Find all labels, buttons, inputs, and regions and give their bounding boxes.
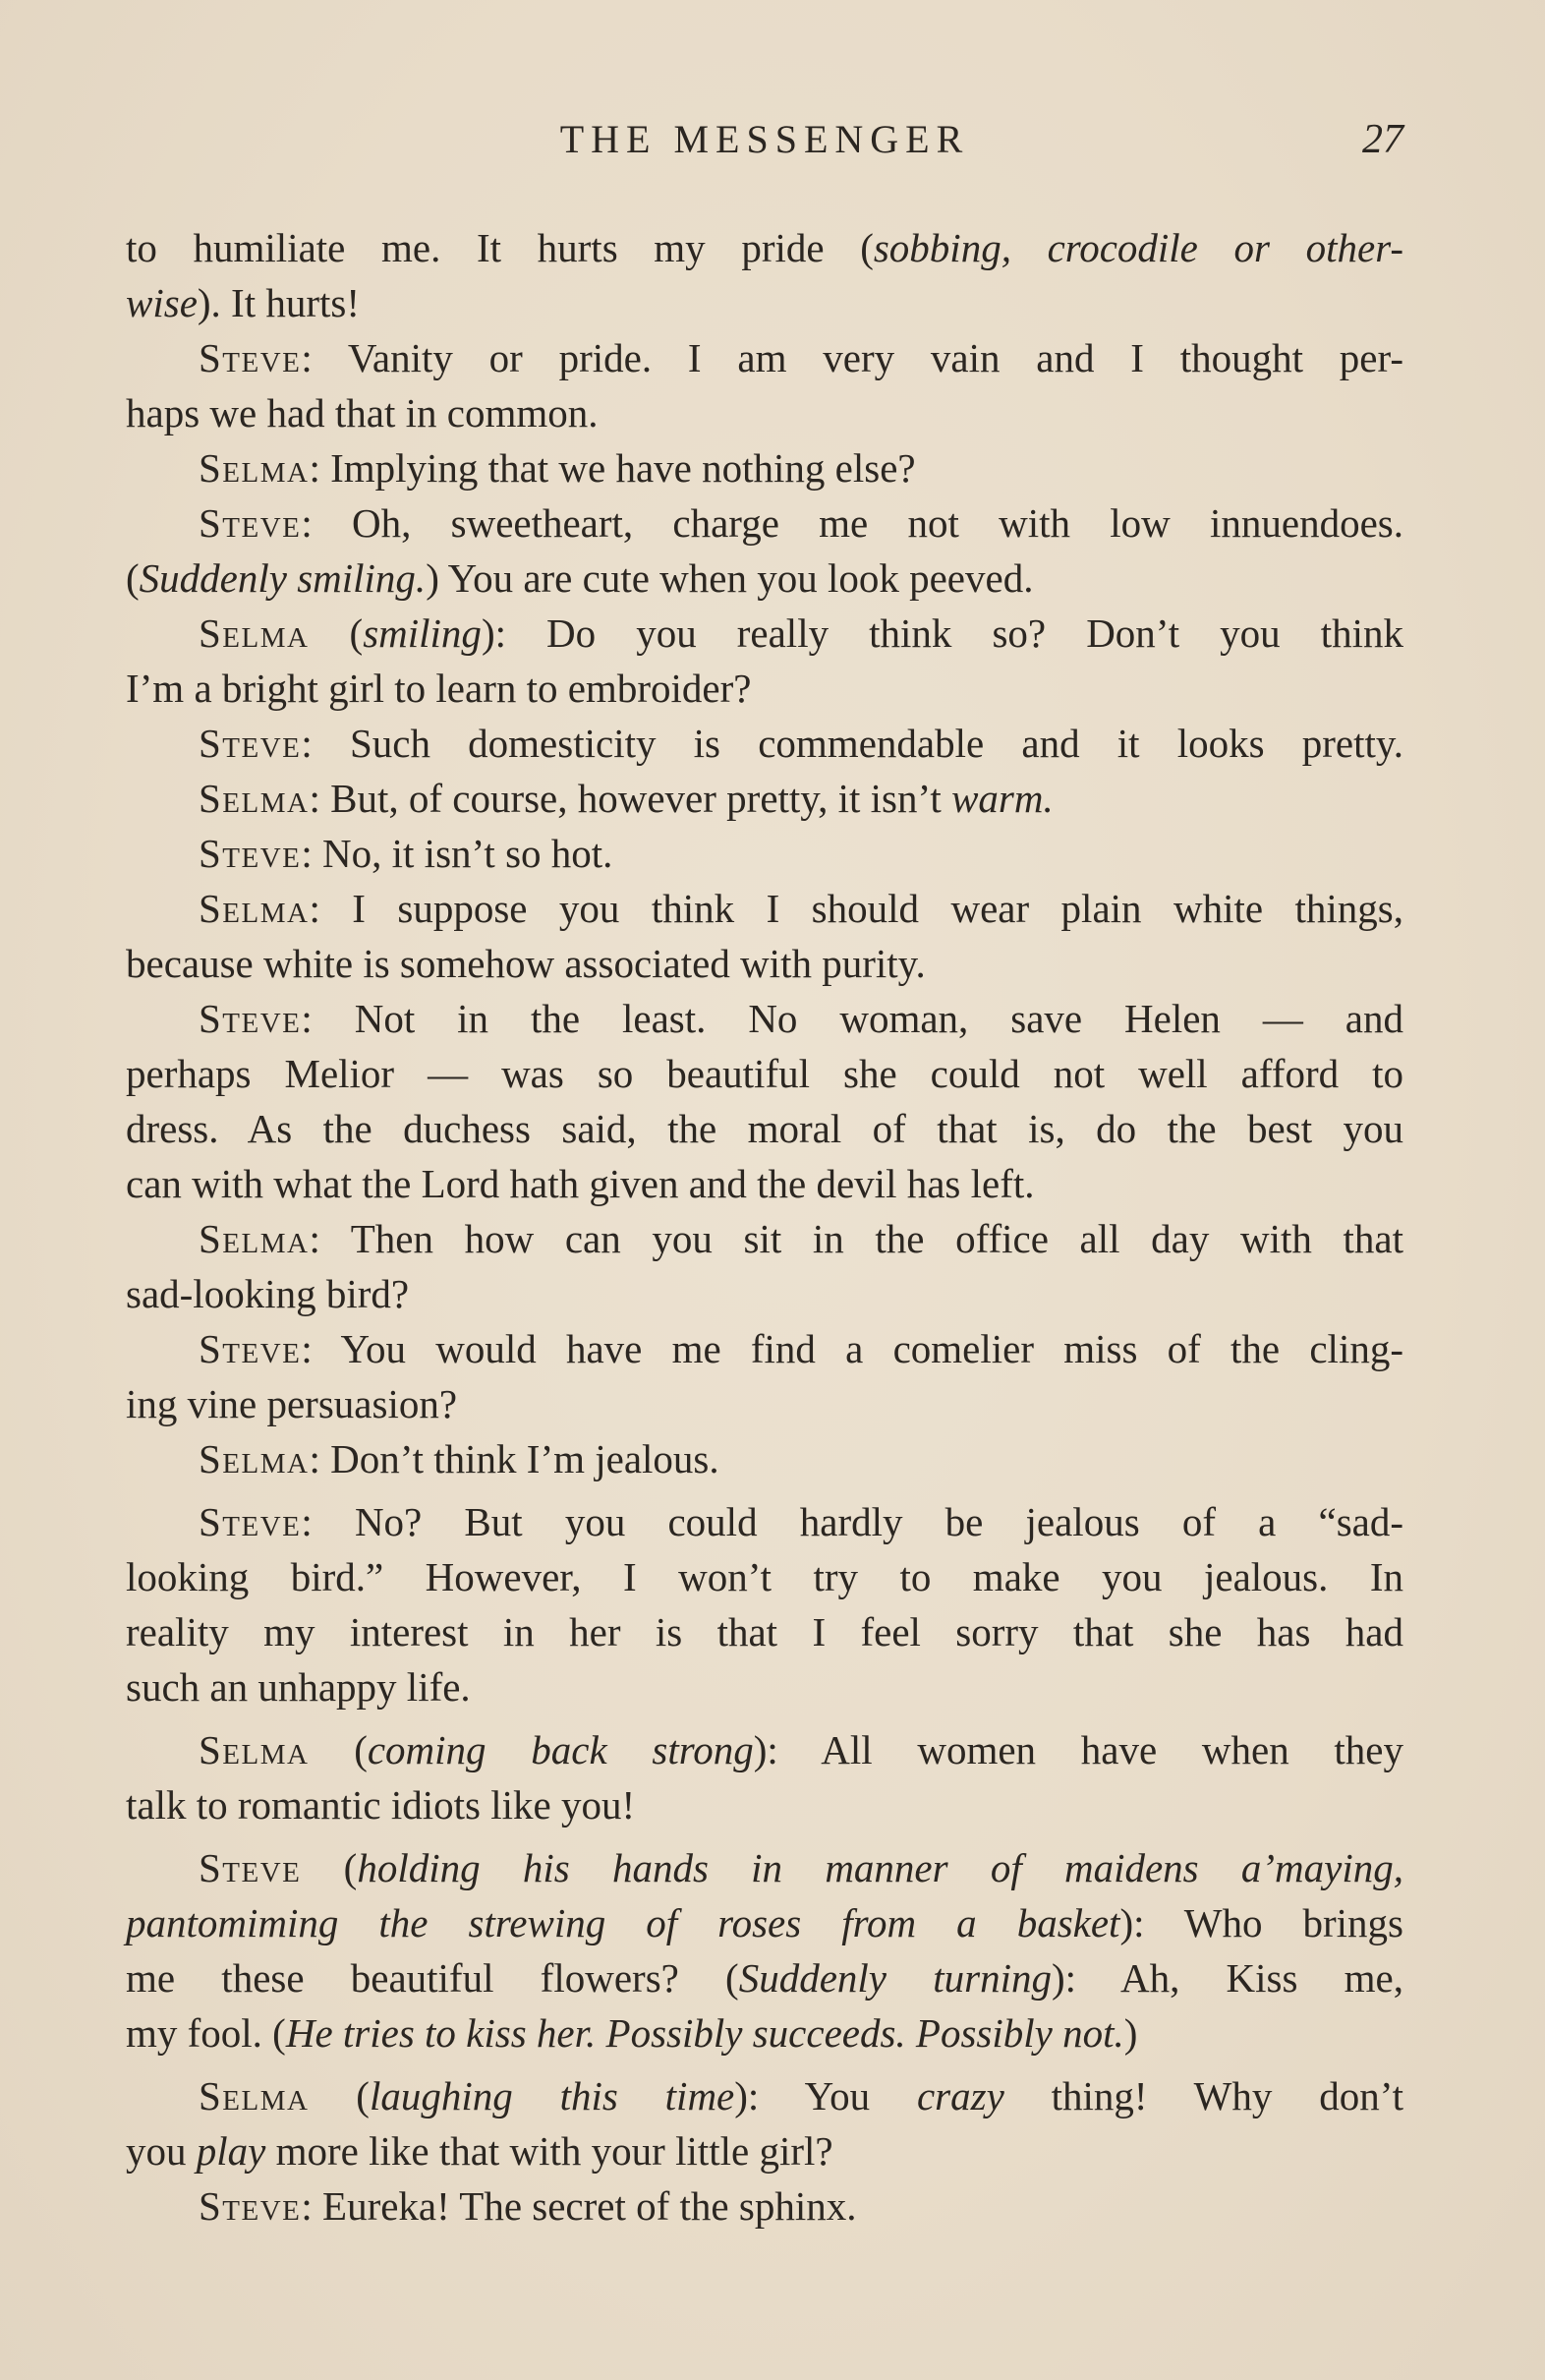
text-line [126,220,1403,275]
stage-direction: Suddenly smiling. [139,555,427,601]
speaker-name: Selma [199,610,310,656]
stage-direction: wise [126,280,198,325]
text-line [126,1840,1403,1895]
text-line [126,936,1403,991]
text-segment: I’m a bright girl to learn to embroider? [126,666,752,711]
stage-direction: holding his hands in manner of maidens a’maying, [357,1845,1404,1890]
text-segment: haps we had that in common. [126,390,599,435]
stage-direction: pantomiming the strewing of roses from a basket [126,1900,1120,1945]
text-segment: : But, of course, however pretty, it isn’t [309,776,952,821]
page-header [126,110,1403,169]
text-line [126,1549,1403,1604]
text-line [126,716,1403,771]
speaker-name: Steve [199,500,302,546]
text-line [126,495,1403,551]
text-segment: ( [309,1727,368,1772]
text-line [126,1046,1403,1101]
speaker-name: Selma [199,1216,310,1261]
text-segment: : Vanity or pride. I am very vain and I thought per- [301,335,1403,380]
text-line [126,2068,1403,2123]
text-line [126,881,1403,936]
text-line [126,1431,1403,1486]
text-line [126,2178,1403,2234]
speaker-name: Steve [199,1326,302,1371]
text-segment: ( [309,610,364,656]
text-segment: looking bird.” However, I won’t try to make you jealous. In [126,1554,1403,1599]
speaker-name: Selma [199,1436,310,1481]
text-segment: my fool. ( [126,2010,286,2056]
stage-direction: coming back strong [367,1727,754,1772]
stage-direction: play [196,2128,266,2174]
text-segment: : Eureka! The secret of the sphinx. [301,2183,857,2229]
text-segment: : Oh, sweetheart, charge me not with low innuendoes. [301,500,1403,546]
text-line [126,1777,1403,1832]
text-segment: ): You [734,2073,917,2119]
text-line [126,826,1403,881]
stage-direction: laughing this time [369,2073,735,2119]
text-line [126,385,1403,440]
text-segment: such an unhappy life. [126,1664,471,1710]
page-body-text [126,220,1403,2234]
text-line [126,1950,1403,2005]
speaker-name: Steve [199,335,302,380]
text-segment: can with what the Lord hath given and the devil has left. [126,1161,1035,1206]
speaker-name: Selma [199,886,310,931]
text-segment: : No? But you could hardly be jealous of a “sad- [301,1499,1403,1544]
text-line [126,1156,1403,1211]
running-head: THE MESSENGER [559,117,970,161]
text-segment: ( [309,2073,370,2119]
text-segment: because white is somehow associated with purity. [126,941,926,986]
text-line [126,1266,1403,1321]
text-line [126,1376,1403,1431]
speaker-name: Selma [199,776,310,821]
text-line [126,551,1403,606]
text-segment: ( [301,1845,358,1890]
text-segment: ): All women have when they [753,1727,1404,1772]
text-segment: ) You are cute when you look peeved. [426,555,1034,601]
speaker-name: Selma [199,445,310,491]
text-line [126,2123,1403,2178]
stage-direction: Suddenly turning [738,1955,1052,2001]
text-line [126,275,1403,330]
stage-direction: sobbing, crocodile or other- [873,225,1403,270]
stage-direction: He tries to kiss her. Possibly succeeds. Possibly not. [285,2010,1124,2056]
speech-gap [126,1832,1403,1840]
text-segment: perhaps Melior — was so beautiful she could not well afford to [126,1051,1403,1096]
text-line [126,606,1403,661]
text-segment: talk to romantic idiots like you! [126,1782,636,1828]
speech-gap [126,2061,1403,2068]
speaker-name: Steve [199,2183,302,2229]
text-segment: : You would have me find a comelier miss of the cling- [301,1326,1403,1371]
speaker-name: Selma [199,2073,310,2119]
speech-gap [126,1486,1403,1494]
text-line [126,771,1403,826]
text-segment: : Don’t think I’m jealous. [309,1436,719,1481]
text-line [126,1211,1403,1266]
text-segment: : Not in the least. No woman, save Helen — and [301,996,1403,1041]
speaker-name: Selma [199,1727,310,1772]
text-segment: thing! Why don’t [1003,2073,1404,2119]
text-segment: : Implying that we have nothing else? [309,445,916,491]
text-segment: : Such domesticity is commendable and it looks pretty. [301,721,1403,766]
text-line [126,330,1403,385]
text-line [126,1722,1403,1777]
speech-gap [126,1714,1403,1722]
text-segment: : Then how can you sit in the office all day with that [309,1216,1403,1261]
text-segment: ): Ah, Kiss me, [1051,1955,1403,2001]
text-segment: ( [126,555,140,601]
text-line [126,1494,1403,1549]
stage-direction: warm. [951,776,1054,821]
text-segment: you [126,2128,197,2174]
text-line [126,2005,1403,2061]
text-segment: ): Do you really think so? Don’t you think [481,610,1403,656]
text-segment: to humiliate me. It hurts my pride ( [126,225,874,270]
text-segment: ). It hurts! [197,280,361,325]
text-segment: ) [1123,2010,1138,2056]
stage-direction: crazy [916,2073,1004,2119]
text-line [126,1659,1403,1714]
speaker-name: Steve [199,1845,302,1890]
text-segment: sad-looking bird? [126,1271,410,1316]
text-segment: reality my interest in her is that I feel sorry that she has had [126,1609,1403,1654]
speaker-name: Steve [199,996,302,1041]
speaker-name: Steve [199,1499,302,1544]
text-segment: : No, it isn’t so hot. [301,831,613,876]
speaker-name: Steve [199,831,302,876]
text-segment: : I suppose you think I should wear plain white things, [309,886,1403,931]
text-segment: ing vine persuasion? [126,1381,458,1426]
speaker-name: Steve [199,721,302,766]
text-segment: more like that with your little girl? [265,2128,833,2174]
text-line [126,440,1403,495]
text-line [126,1604,1403,1659]
text-line [126,991,1403,1046]
text-segment: dress. As the duchess said, the moral of that is, do the best you [126,1106,1403,1151]
text-segment: ): Who brings [1119,1900,1403,1945]
text-line [126,661,1403,716]
text-line [126,1321,1403,1376]
text-line [126,1895,1403,1950]
text-line [126,1101,1403,1156]
text-segment: me these beautiful flowers? ( [126,1955,739,2001]
stage-direction: smiling [363,610,482,656]
page-number: 27 [1362,117,1403,162]
